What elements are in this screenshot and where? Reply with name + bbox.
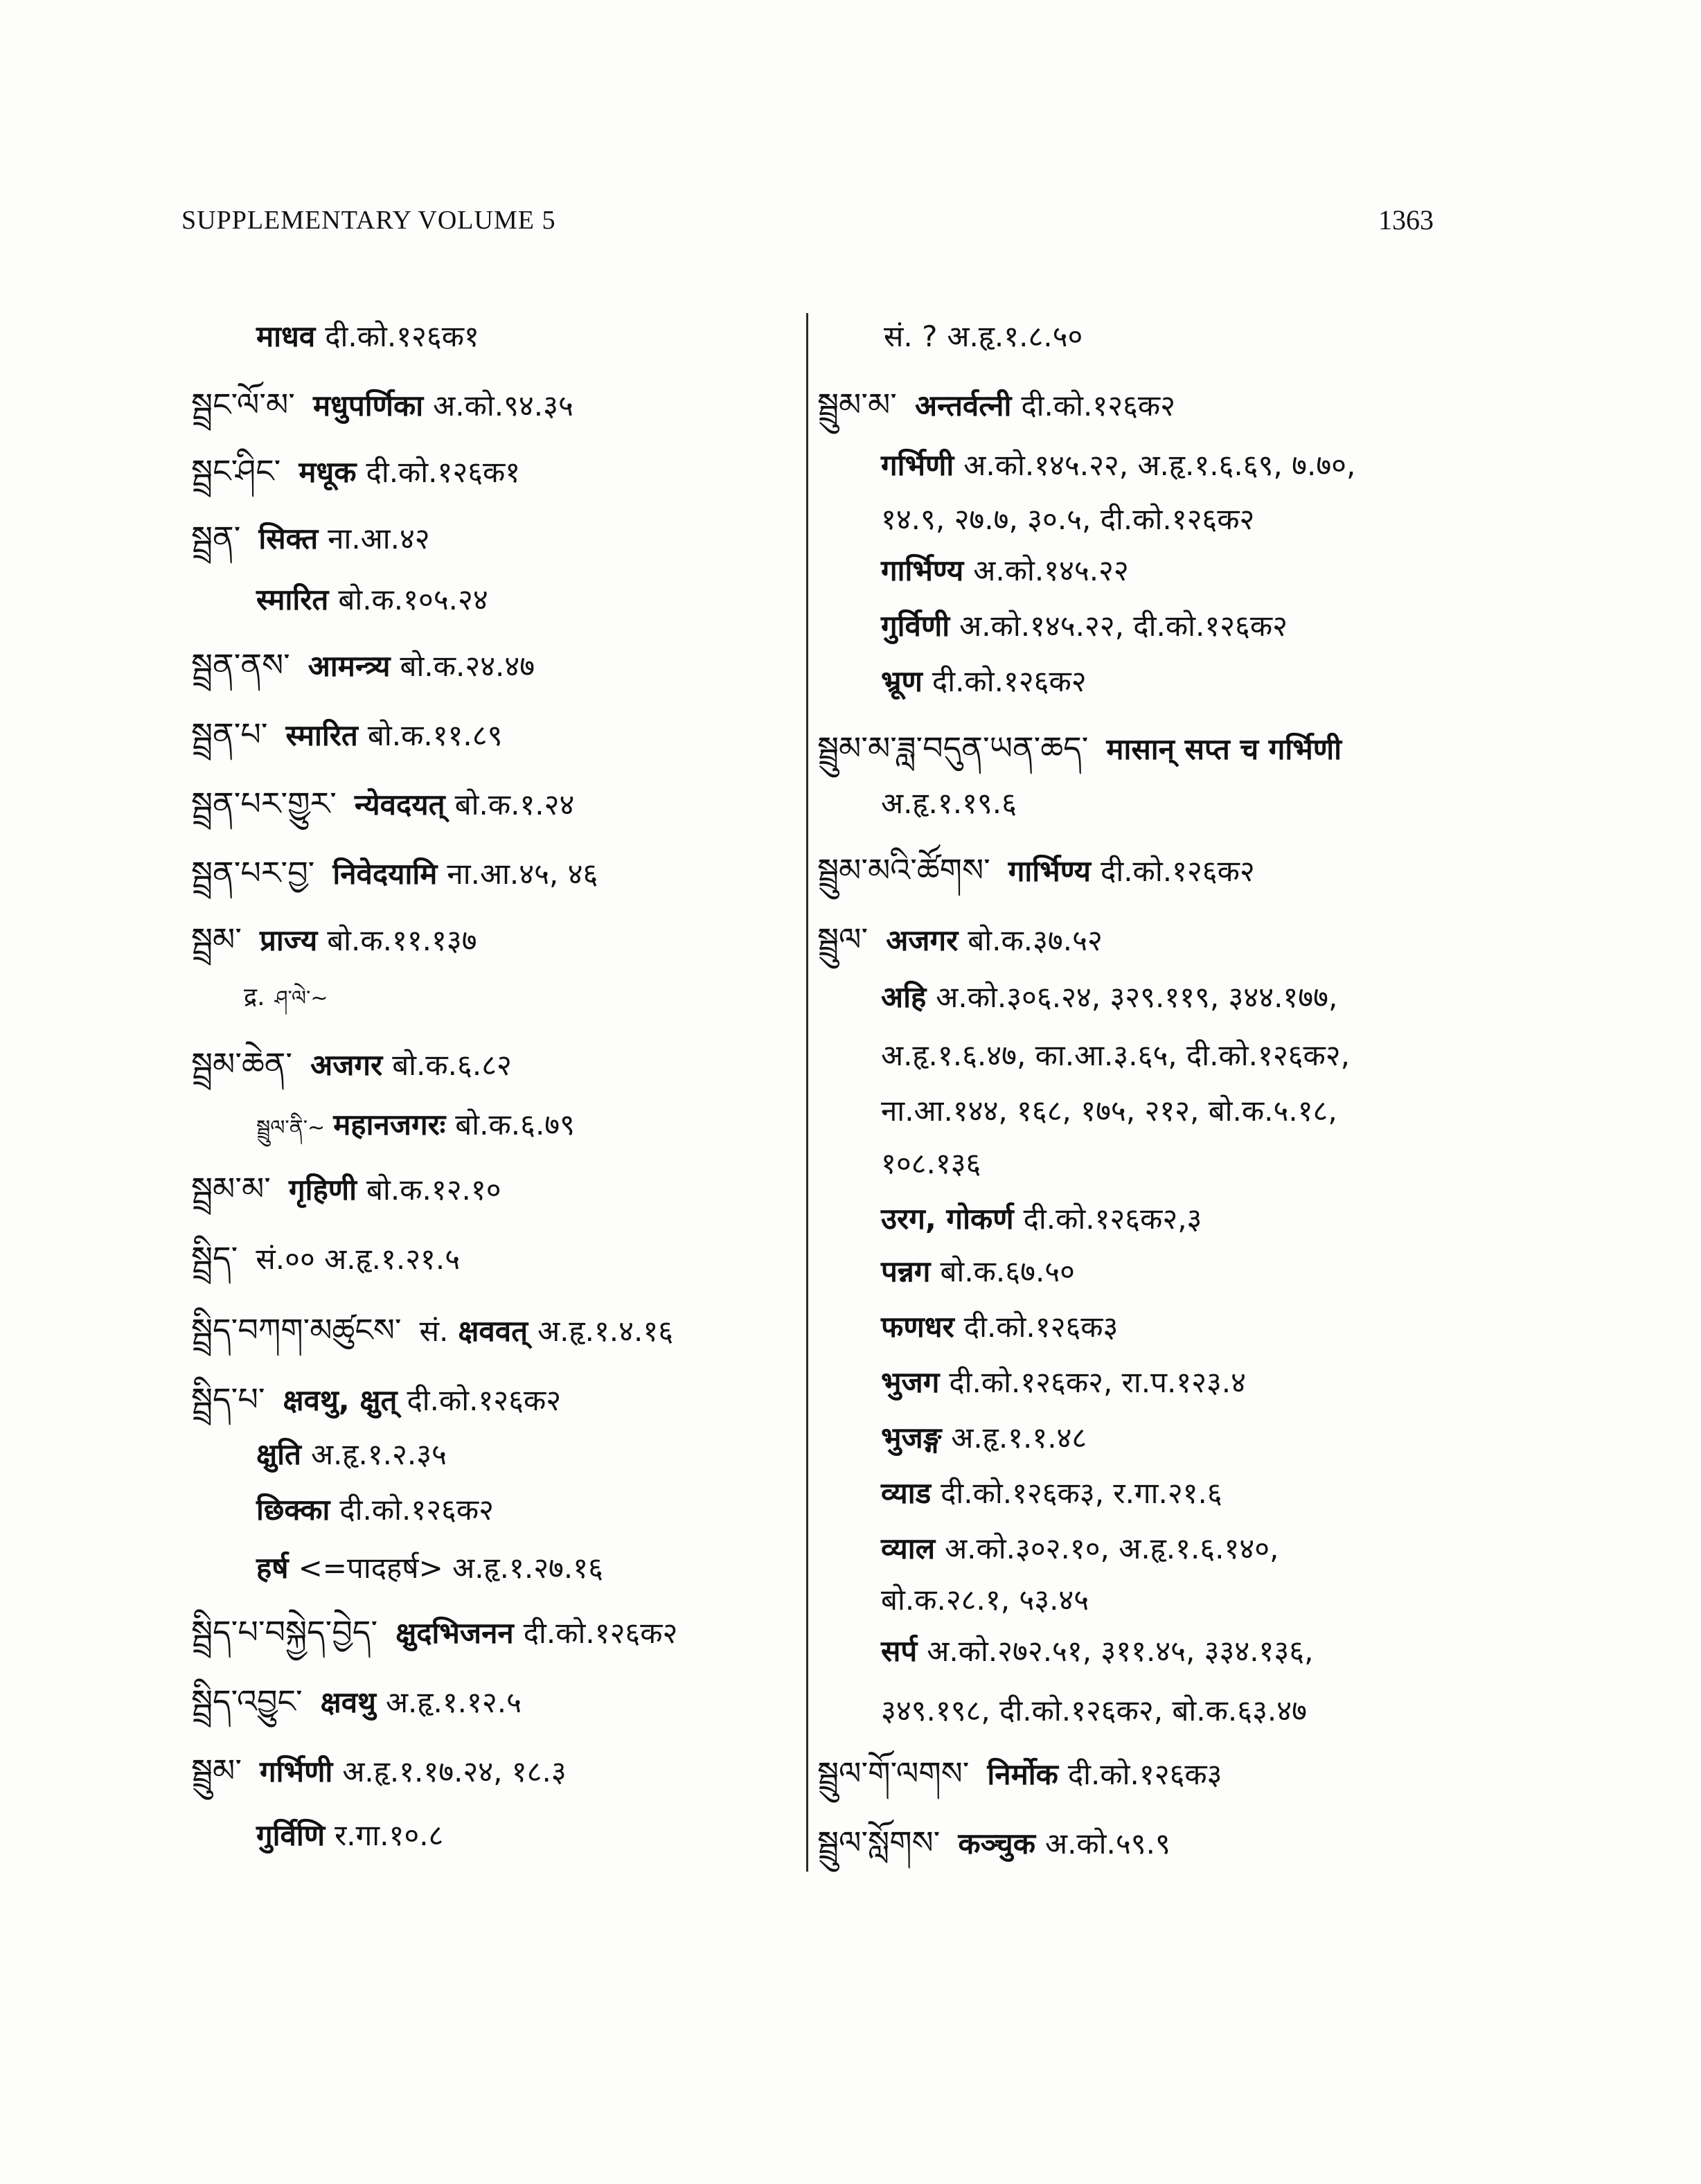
entry-line	[256, 1486, 494, 1534]
tibetan-headword: སྦྲུམ་མའི་ཚོགས་	[817, 851, 990, 889]
sanskrit-term: अजगर	[310, 1048, 383, 1082]
entry-line	[256, 1101, 575, 1152]
sanskrit-term: क्षवथु, क्षुत्	[283, 1383, 398, 1417]
sanskrit-term: गार्भिण्य	[1008, 854, 1092, 888]
reference: दी.को.१२६क२	[1021, 389, 1176, 423]
entry-line	[191, 780, 574, 828]
sanskrit-term: गर्भिणी	[881, 448, 954, 482]
reference: दी.को.१२६क२	[932, 664, 1087, 698]
reference: र.गा.१०.८	[335, 1818, 444, 1852]
entry-line	[191, 1608, 677, 1657]
reference: बो.क.११.८९	[367, 718, 503, 752]
sanskrit-term: अन्तर्वत्नी	[914, 389, 1012, 423]
reference: बो.क.१.२४	[454, 788, 575, 822]
tibetan-headword: སྦྲམ་	[191, 921, 242, 958]
entry-line	[881, 1304, 1118, 1351]
entry-line	[256, 1431, 447, 1478]
continuation-line	[881, 1577, 1089, 1624]
reference: अ.को.२७२.५१, ३११.४५, ३३४.१३६,	[927, 1634, 1314, 1668]
entry-line	[191, 1040, 512, 1089]
sanskrit-term: गार्भिण्य	[881, 553, 964, 587]
continuation-line	[881, 496, 1254, 543]
continuation-line	[881, 1087, 1337, 1135]
sanskrit-term: स्मारित	[285, 718, 358, 752]
sanskrit-term: क्षुति	[256, 1437, 301, 1471]
tibetan-headword: སྦྲན་པར་བྱ་	[191, 854, 315, 891]
entry-line	[191, 514, 430, 562]
sanskrit-term: भुजग	[881, 1365, 940, 1399]
reference: बो.क.१०५.२४	[338, 583, 488, 616]
entry-line	[881, 1359, 1246, 1406]
tibetan-headword: སྦྲུལ་	[817, 921, 869, 958]
sanskrit-term: पन्नग	[881, 1254, 931, 1288]
reference: अ.हृ.१.६.४७, का.आ.३.६५, दी.को.१२६क२,	[881, 1038, 1350, 1072]
reference: अ.को.३०६.२४, ३२९.११९, ३४४.१७७,	[936, 980, 1338, 1014]
continuation-line	[881, 780, 1017, 827]
entry-line	[256, 576, 488, 623]
reference: अ.को.१४५.२२, दी.को.१२६क२	[959, 609, 1288, 643]
sanskrit-term: प्राज्य	[260, 923, 318, 957]
reference: अ.को.९४.३५	[433, 389, 573, 423]
entry-line	[191, 1376, 561, 1424]
sanskrit-term: सिक्त	[258, 522, 319, 556]
sanskrit-term: अजगर	[886, 923, 959, 957]
reference: १४.९, २७.७, ३०.५, दी.को.१२६क२	[881, 502, 1255, 536]
page-number: 1363	[1378, 204, 1434, 236]
entry-line	[817, 1819, 1170, 1867]
reference: सं.०० अ.हृ.१.२१.५	[256, 1242, 461, 1276]
reference: दी.को.१२६क२	[523, 1616, 678, 1650]
tibetan-headword: སྦྲིད་འབྱུང་	[191, 1683, 303, 1720]
entry-line	[817, 381, 1175, 429]
reference: अ.हृ.१.२.३५	[310, 1437, 447, 1471]
entry-line	[191, 1234, 460, 1283]
sanskrit-term: सर्प	[881, 1634, 918, 1668]
sanskrit-term: स्मारित	[256, 583, 329, 616]
entry-line	[881, 1414, 1087, 1462]
reference: ना.आ.१४४, १६८, १७५, २१२, बो.क.५.१८,	[881, 1094, 1337, 1128]
tibetan-headword: སྦྲུལ་གོ་ལགས་	[817, 1755, 970, 1792]
reference: दी.को.१२६क२	[407, 1383, 562, 1417]
reference: १०८.१३६	[881, 1146, 981, 1180]
entry-line	[191, 381, 573, 429]
entry-line	[881, 1525, 1279, 1572]
column-divider	[806, 313, 808, 1872]
reference: दी.को.१२६क१	[325, 319, 479, 353]
entry-line	[881, 1628, 1313, 1675]
entry-line	[256, 1545, 603, 1592]
sanskrit-term: निवेदयामि	[332, 857, 438, 891]
running-title: SUPPLEMENTARY VOLUME 5	[181, 206, 556, 235]
reference: ना.आ.४५, ४६	[447, 857, 598, 891]
entry-line	[191, 711, 502, 759]
tibetan-headword: སྦྲིད་བཀག་མཚུངས་	[191, 1311, 402, 1349]
reference: अ.को.१४५.२२	[973, 553, 1129, 587]
sanskrit-term: मासान् सप्त च गर्भिणी	[1106, 732, 1342, 766]
sanskrit-term: गृहिणी	[288, 1173, 357, 1207]
reference: अ.हृ.१.४.१६	[537, 1314, 674, 1348]
entry-line	[256, 1812, 443, 1859]
reference: <=पादहर्ष> अ.हृ.१.२७.१६	[298, 1551, 603, 1585]
sanskrit-term: न्येवदयत्	[354, 788, 445, 822]
reference: अ.हृ.१.१९.६	[881, 786, 1017, 820]
sanskrit-term: क्षवथु	[320, 1685, 376, 1719]
sanskrit-term: गुर्विणी	[881, 609, 950, 643]
prefix: सं.	[419, 1314, 449, 1348]
entry-line	[881, 1470, 1222, 1517]
reference: बो.क.१२.१०	[366, 1173, 501, 1207]
entry-line	[881, 1248, 1075, 1295]
sanskrit-term: माधव	[256, 319, 316, 353]
reference: अ.हृ.१.८.५०	[947, 319, 1083, 353]
reference: बो.क.११.१३७	[327, 923, 477, 957]
reference: दी.को.१२६क३, र.गा.२१.६	[941, 1476, 1222, 1510]
tibetan-headword: སྦྲུམ་	[191, 1752, 242, 1789]
cross-reference-prefix: द्र.	[244, 983, 265, 1011]
entry-line	[817, 1750, 1222, 1798]
entry-line	[817, 916, 1103, 964]
entry-line	[817, 725, 1351, 773]
entry-line	[191, 641, 535, 690]
sanskrit-term: कञ्चुक	[958, 1827, 1035, 1861]
continuation-line	[881, 1687, 1307, 1734]
sanskrit-term: गर्भिणी	[260, 1755, 333, 1788]
reference: बो.क.६.८२	[392, 1048, 512, 1082]
entry-line	[884, 313, 1083, 360]
reference: बो.क.६.७९	[455, 1108, 575, 1142]
reference: अ.को.१४५.२२, अ.हृ.१.६.६९, ७.७०,	[963, 448, 1356, 482]
continuation-line	[881, 1140, 981, 1187]
tibetan-headword: སྦྲམ་ཆེན་	[191, 1045, 293, 1083]
entry-line	[881, 547, 1129, 594]
sanskrit-term: मधूक	[299, 455, 357, 489]
sanskrit-term: छिक्का	[256, 1493, 330, 1527]
reference: ना.आ.४२	[328, 522, 430, 556]
reference: दी.को.१२६क३	[963, 1310, 1119, 1344]
sanskrit-term: भुजङ्ग	[881, 1421, 942, 1455]
tibetan-headword: སྦྲུམ་མ་ཟླ་བདུན་ཡན་ཆད་	[817, 729, 1089, 767]
tibetan-headword: སྦྲུལ་སློགས་	[817, 1824, 941, 1861]
tibetan-headword: སྦྲན་པ་	[191, 716, 268, 753]
reference: दी.को.१२६क२,३	[1023, 1202, 1202, 1236]
reference: बो.क.६७.५०	[940, 1254, 1075, 1288]
entry-line	[881, 603, 1288, 650]
sanskrit-term: व्याड	[881, 1476, 932, 1510]
entry-line	[191, 916, 477, 964]
reference: अ.को.३०२.१०, अ.हृ.१.६.१४०,	[945, 1532, 1279, 1565]
sanskrit-term: अहि	[881, 980, 927, 1014]
sanskrit-term: हर्ष	[256, 1551, 289, 1585]
reference: अ.हृ.१.१.४८	[951, 1421, 1087, 1455]
reference: बो.क.२८.१, ५३.४५	[881, 1583, 1089, 1617]
reference: अ.हृ.१.१७.२४, १८.३	[342, 1755, 567, 1788]
tibetan-cross-reference: ཤ་ལེ་~	[274, 986, 328, 1011]
reference: दी.को.१२६क१	[366, 455, 521, 489]
sanskrit-term: महानजगरः	[333, 1108, 446, 1142]
tibetan-headword: སྦྲན་	[191, 519, 241, 556]
sanskrit-term: मधुपर्णिका	[312, 389, 424, 423]
sanskrit-term: व्याल	[881, 1532, 936, 1565]
entry-line	[191, 447, 520, 496]
reference: ३४९.१९८, दी.को.१२६क२, बो.क.६३.४७	[881, 1694, 1307, 1728]
tibetan-headword: སྦྲང་ལོ་མ་	[191, 386, 295, 423]
sanskrit-term: भ्रूण	[881, 664, 923, 698]
reference: दी.को.१२६क२, रा.प.१२३.४	[949, 1365, 1247, 1399]
tibetan-headword: སྦྲན་པར་གྱུར་	[191, 785, 337, 822]
entry-line	[817, 846, 1255, 895]
sanskrit-term: उरग, गोकर्ण	[881, 1202, 1014, 1236]
reference: अ.को.५९.९	[1044, 1827, 1170, 1861]
tibetan-headword: སྦྲིད་པ་	[191, 1380, 265, 1418]
reference: बो.क.३७.५२	[968, 923, 1103, 957]
entry-line	[191, 1747, 567, 1795]
reference: बो.क.२४.४७	[400, 649, 535, 683]
tibetan-subentry: སྦྲུལ་ནི་~	[256, 1116, 326, 1140]
tibetan-headword: སྦྲན་ནས་	[191, 646, 290, 684]
tibetan-headword: སྦྲིད་པ་བསྐྱེད་བྱེད་	[191, 1613, 378, 1651]
entry-line	[256, 313, 479, 360]
tibetan-headword: སྦྲམ་མ་	[191, 1170, 271, 1207]
entry-line	[191, 1306, 673, 1355]
tibetan-headword: སྦྲུམ་མ་	[817, 386, 897, 423]
sanskrit-term: क्षुदभिजनन	[395, 1616, 514, 1650]
sanskrit-term: गुर्विणि	[256, 1818, 326, 1852]
reference: दी.को.१२६क३	[1067, 1757, 1222, 1791]
entry-line	[881, 658, 1087, 705]
entry-line	[881, 442, 1355, 489]
tibetan-headword: སྦྲིད་	[191, 1239, 238, 1277]
sanskrit-term: आमन्त्र्य	[308, 649, 391, 683]
tibetan-headword: སྦྲང་ཤིང་	[191, 452, 281, 490]
sanskrit-term: क्षववत्	[458, 1314, 528, 1348]
prefix: सं. ?	[884, 319, 938, 353]
sanskrit-term: फणधर	[881, 1310, 954, 1344]
entry-line	[881, 1196, 1202, 1243]
continuation-line	[881, 1032, 1350, 1079]
entry-line	[881, 974, 1337, 1021]
reference: दी.को.१२६क२	[339, 1493, 494, 1527]
reference: अ.हृ.१.१२.५	[385, 1685, 522, 1719]
entry-line	[191, 849, 598, 898]
sanskrit-term: निर्मोक	[987, 1757, 1058, 1791]
entry-line	[191, 1678, 522, 1726]
entry-line	[191, 1165, 501, 1214]
cross-reference-line	[244, 974, 337, 1022]
reference: दी.को.१२६क२	[1101, 854, 1255, 888]
